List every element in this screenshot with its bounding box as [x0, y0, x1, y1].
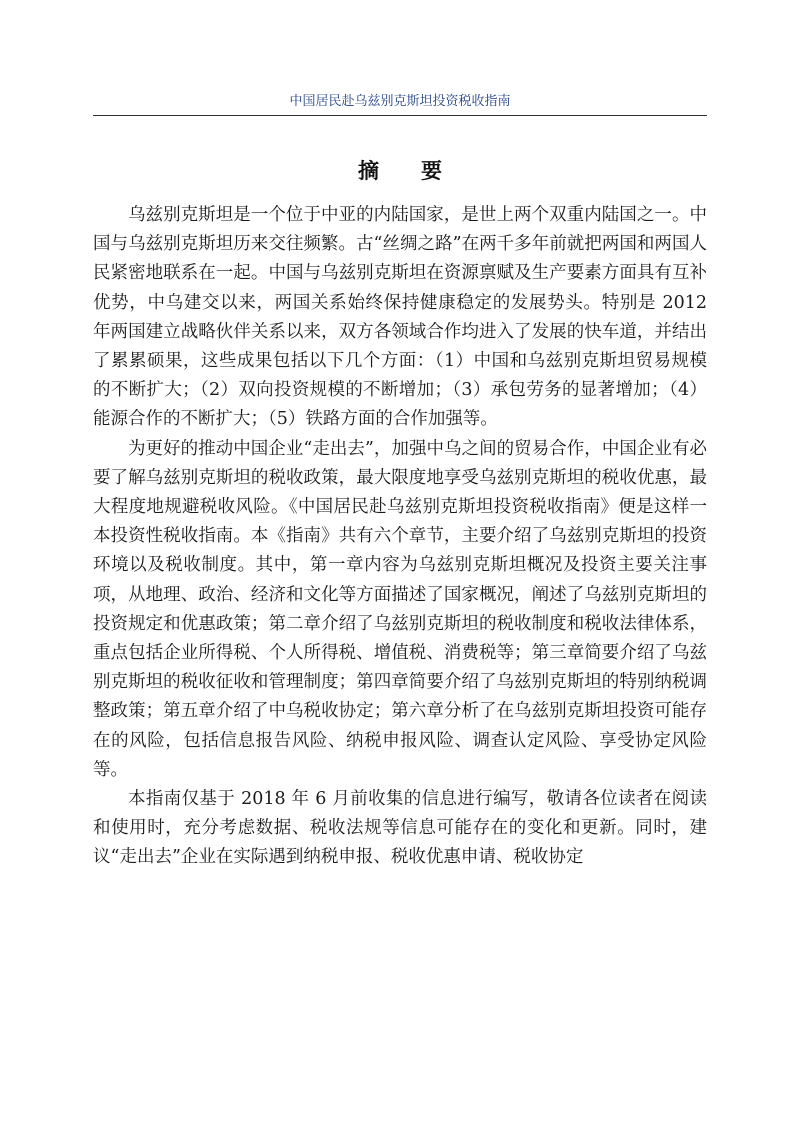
header-rule: [93, 115, 707, 116]
body-text: [93, 201, 707, 873]
paragraph-1: 乌兹别克斯坦是一个位于中亚的内陆国家，是世上两个双重内陆国之一。中国与乌兹别克斯坦历来交往频繁。古“丝绸之路”在两千多年前就把两国和两国人民紧密地联系在一起。中国与乌兹别克斯坦在资源禀赋及生产要素方面具有互补优势，中乌建交以来，两国关系始终保持健康稳定的发展势头。特别是 2012 年两国建立战略伙伴关系以来，双方各领域合作均进入了发展的快车道，并结出了累累硕果，这些成果包括以下几个方面：（1）中国和乌兹别克斯坦贸易规模的不断扩大；（2）双向投资规模的不断增加；（3）承包劳务的显著增加；（4）能源合作的不断扩大；（5）铁路方面的合作加强等。: [93, 205, 707, 430]
paragraph-3: 本指南仅基于 2018 年 6 月前收集的信息进行编写，敬请各位读者在阅读和使用时，充分考虑数据、税收法规等信息可能存在的变化和更新。同时，建议“走出去”企业在实际遇到纳税申报、税收优惠申请、税收协定: [93, 789, 707, 868]
paragraph-2: 为更好的推动中国企业“走出去”，加强中乌之间的贸易合作，中国企业有必要了解乌兹别克斯坦的税收政策，最大限度地享受乌兹别克斯坦的税收优惠，最大程度地规避税收风险。《中国居民赴乌兹别克斯坦投资税收指南》便是这样一本投资性税收指南。本《指南》共有六个章节，主要介绍了乌兹别克斯坦的投资环境以及税收制度。其中，第一章内容为乌兹别克斯坦概况及投资主要关注事项，从地理、政治、经济和文化等方面描述了国家概况，阐述了乌兹别克斯坦的投资规定和优惠政策；第二章介绍了乌兹别克斯坦的税收制度和税收法律体系，重点包括企业所得税、个人所得税、增值税、消费税等；第三章简要介绍了乌兹别克斯坦的税收征收和管理制度；第四章简要介绍了乌兹别克斯坦的特别纳税调整政策；第五章介绍了中乌税收协定；第六章分析了在乌兹别克斯坦投资可能存在的风险，包括信息报告风险、纳税申报风险、调查认定风险、享受协定风险等。: [93, 438, 707, 780]
running-header: 中国居民赴乌兹别克斯坦投资税收指南: [289, 94, 511, 109]
section-heading: 摘要: [358, 158, 484, 183]
